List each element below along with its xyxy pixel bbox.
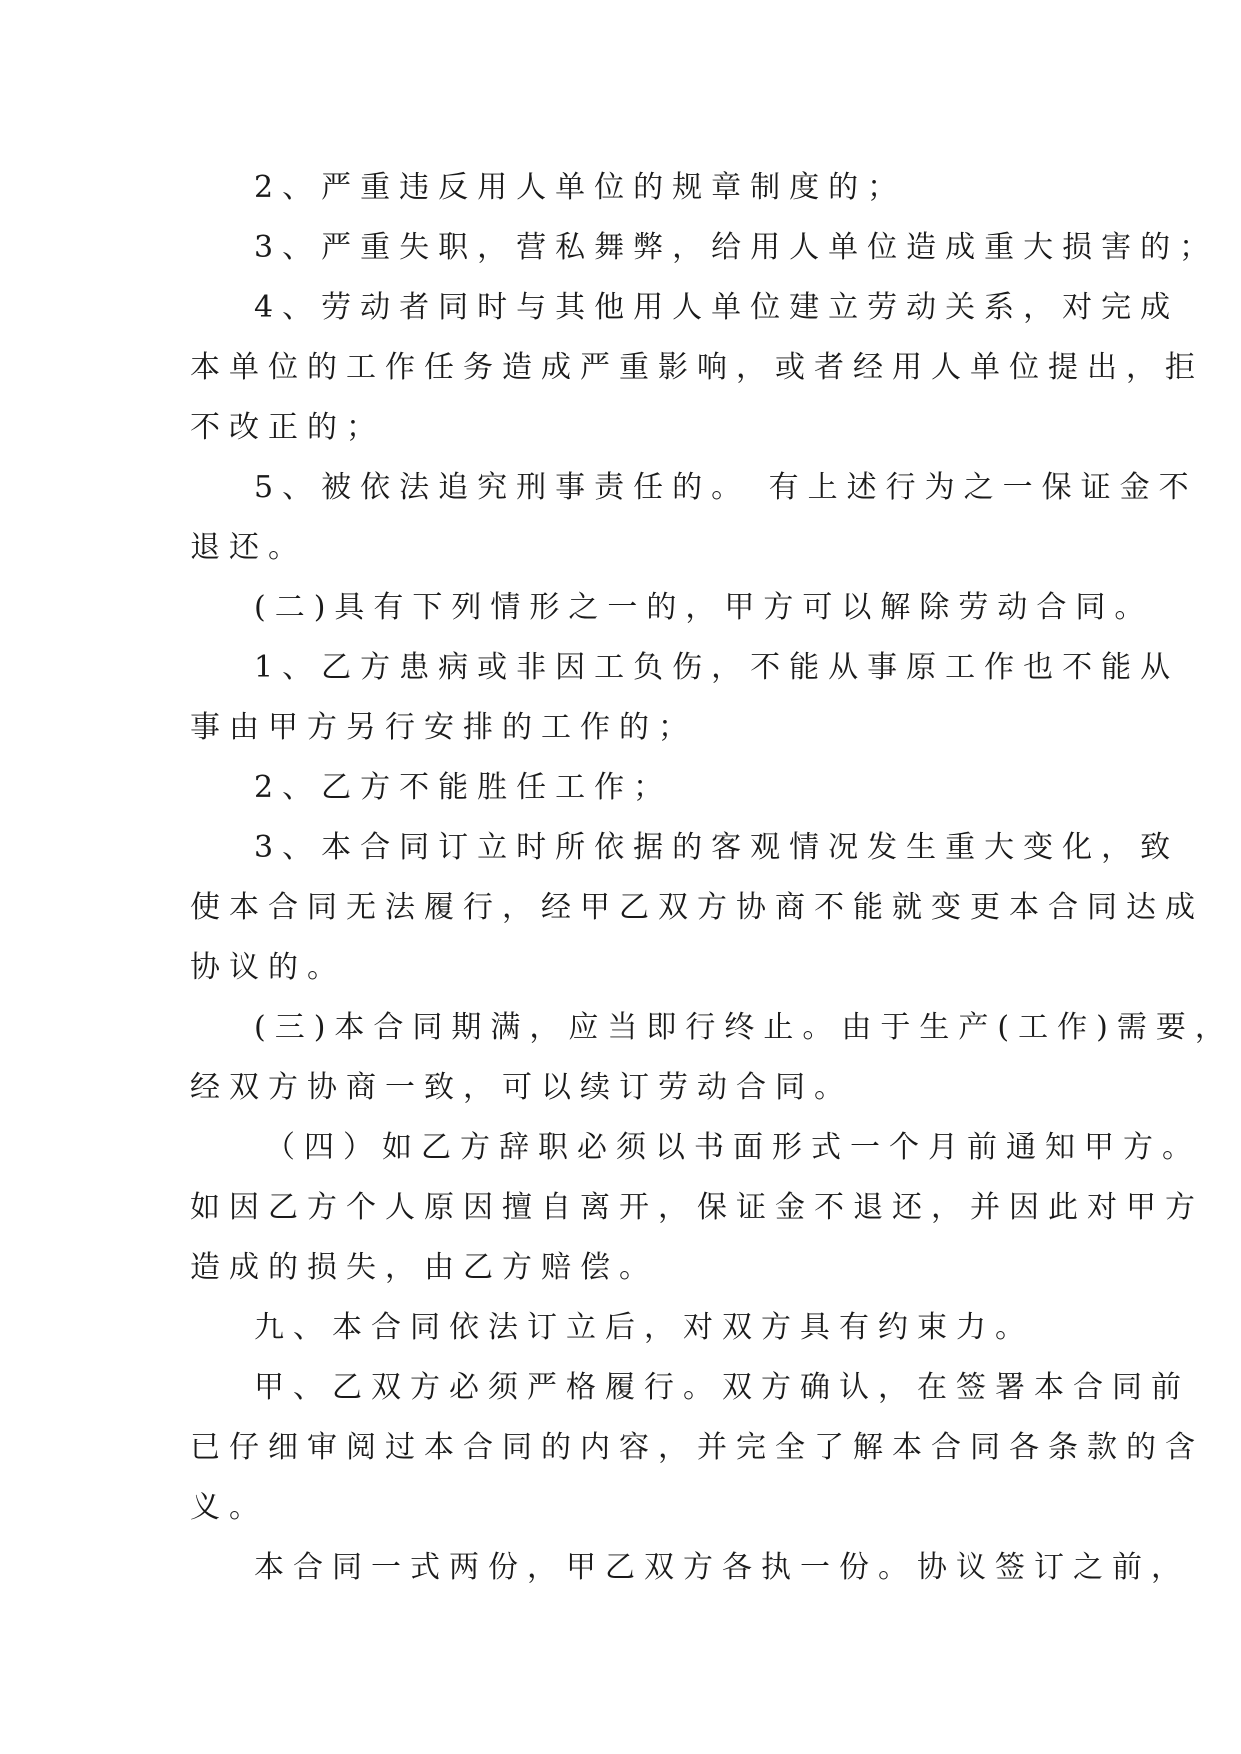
paragraph-line: 本合同一式两份，甲乙双方各执一份。协议签订之前， [254,1550,1190,1585]
paragraph-line: 事由甲方另行安排的工作的； [190,710,697,745]
paragraph-line: 造成的损失，由乙方赔偿。 [190,1250,658,1285]
paragraph-line: 5、被依法追究刑事责任的。 有上述行为之一保证金不 [254,470,1198,505]
paragraph-line: 九、本合同依法订立后，对双方具有约束力。 [254,1310,1034,1345]
paragraph-line: 本单位的工作任务造成严重影响，或者经用人单位提出，拒 [190,350,1204,385]
document-body [190,158,1234,1598]
paragraph-line: 如因乙方个人原因擅自离开，保证金不退还，并因此对甲方 [190,1190,1204,1225]
paragraph-line: 3、本合同订立时所依据的客观情况发生重大变化，致 [254,830,1180,865]
paragraph-line: 经双方协商一致，可以续订劳动合同。 [190,1070,853,1105]
paragraph-line: 协议的。 [190,950,346,985]
paragraph-line: 退还。 [190,530,307,565]
paragraph-line: 4、劳动者同时与其他用人单位建立劳动关系，对完成 [254,290,1180,325]
paragraph-line: 使本合同无法履行，经甲乙双方协商不能就变更本合同达成 [190,890,1204,925]
paragraph-line: （四）如乙方辞职必须以书面形式一个月前通知甲方。 [265,1130,1201,1165]
paragraph-line: 2、严重违反用人单位的规章制度的； [254,170,907,205]
paragraph-line: (二)具有下列情形之一的，甲方可以解除劳动合同。 [254,590,1154,625]
paragraph-line: 1、乙方患病或非因工负伤，不能从事原工作也不能从 [254,650,1180,685]
paragraph-line: (三)本合同期满，应当即行终止。由于生产(工作)需要， [254,1010,1234,1045]
paragraph-line: 3、严重失职，营私舞弊，给用人单位造成重大损害的； [254,230,1219,265]
paragraph-line: 2、乙方不能胜任工作； [254,770,673,805]
paragraph-line: 义。 [190,1490,268,1525]
paragraph-line: 不改正的； [190,410,385,445]
paragraph-line: 甲、乙双方必须严格履行。双方确认，在签署本合同前 [254,1370,1190,1405]
paragraph-line: 已仔细审阅过本合同的内容，并完全了解本合同各条款的含 [190,1430,1204,1465]
